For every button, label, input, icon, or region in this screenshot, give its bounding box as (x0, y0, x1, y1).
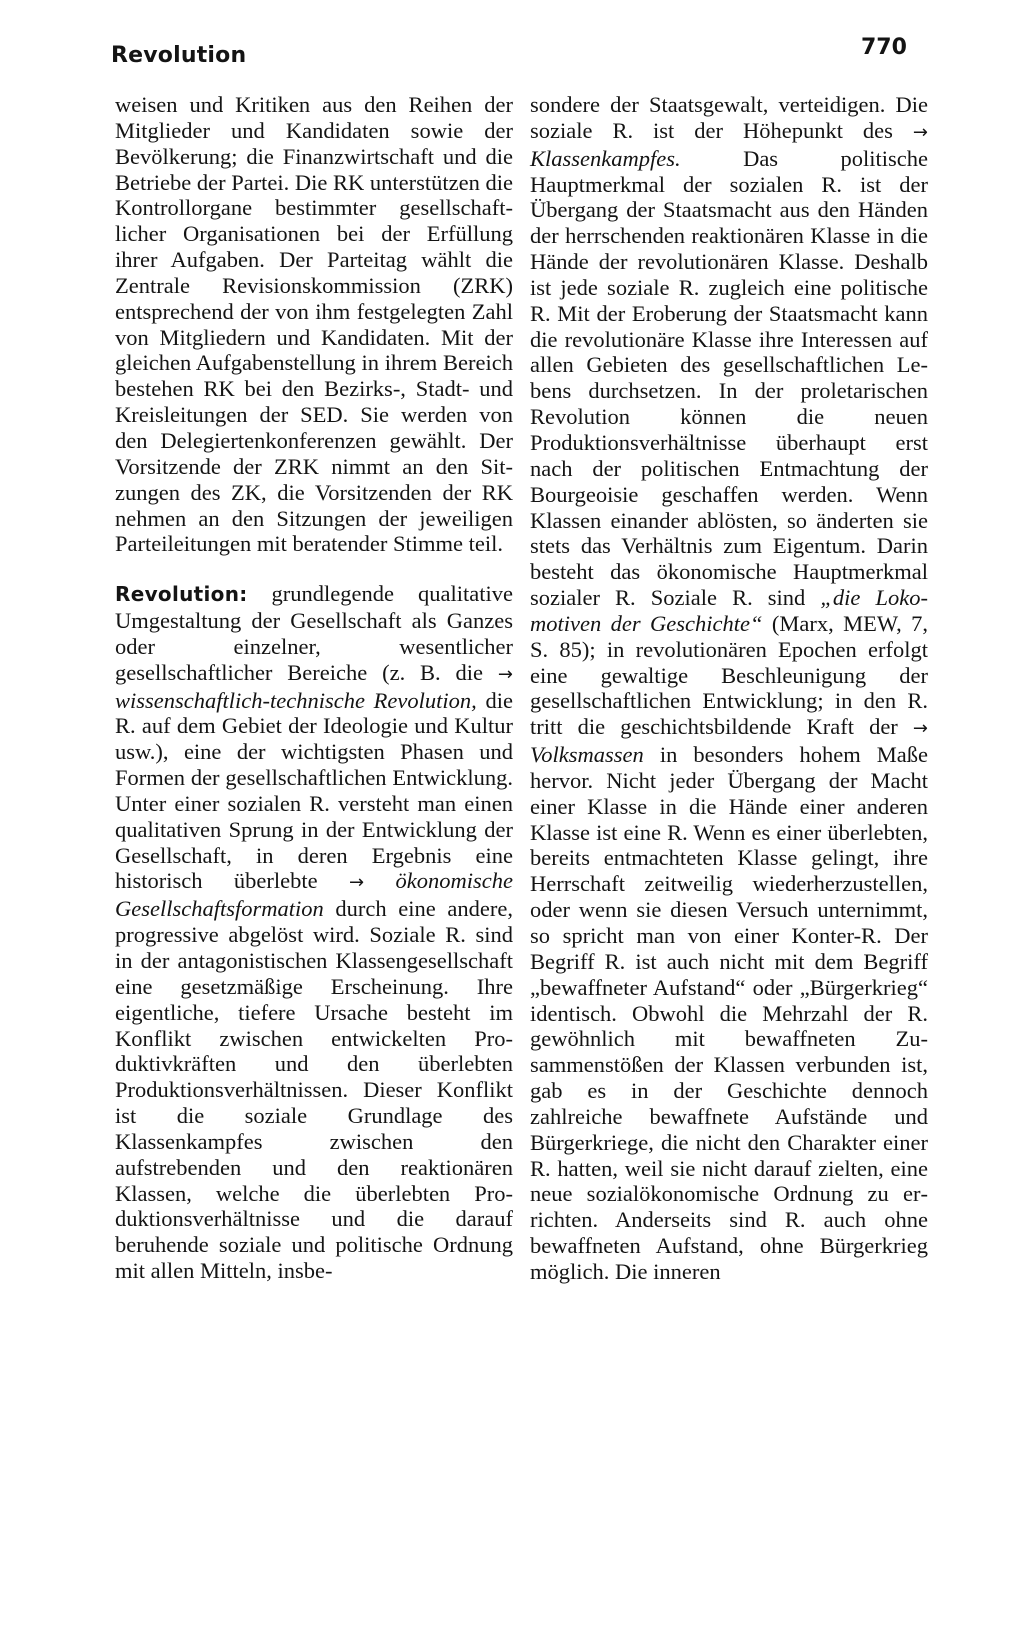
revolution-entry (115, 581, 513, 1284)
entry-text: durch eine andere, progressive abgelöst wird. Soziale R. sind in der antagonistischen Klassengesellschaft eine gesetzmäßige Erscheinung. Ihre eigentliche, tiefere Ursache besteht im Konflikt zwischen entwickelten Produktivkräften und den überlebten Produktionsverhältnissen. Dieser Konflikt ist die soziale Grundlage des Klassenkampfes zwischen den aufstrebenden und den reaktionären Klassen, welche die überlebten Produktionsverhältnisse und die darauf beruhende soziale und politische Ordnung mit allen Mitteln, insbe- (115, 896, 513, 1284)
running-head: Revolution (111, 43, 247, 68)
cross-reference-link[interactable]: Klassenkampfes. (530, 145, 681, 171)
right-column (530, 92, 928, 1285)
entry-text: Das politische Hauptmerkmal der sozialen R. ist der Übergang der Staatsmacht aus den Händen der herrschenden reaktionären Klasse in die Hände der revolutionären Klasse. Deshalb ist jede soziale R. zugleich eine politische R. Mit der Eroberung der Staatsmacht kann die revolutionäre Klasse ihre Interessen auf allen Gebieten des gesellschaftlichen Lebens durchsetzen. In der proletarischen Revolution können die neuen Produktionsverhältnisse überhaupt erst nach der politischen Entmachtung der Bourgeoisie geschaffen werden. Wenn Klassen einander ablösten, so änderten sie stets das Verhältnis zum Eigentum. Darin besteht das ökonomische Hauptmerkmal sozialer R. Soziale R. sind (530, 145, 928, 611)
quotation: „die Lokomotiven der Geschichte“ (530, 585, 928, 636)
cross-reference-link[interactable]: Volksmassen (530, 742, 644, 768)
left-column (115, 92, 513, 1284)
cross-reference-arrow-icon: → (912, 718, 928, 740)
cross-reference-arrow-icon: → (497, 663, 513, 685)
cross-reference-link[interactable]: ökonomische Gesellschaftsformation (115, 868, 514, 922)
entry-text: in besonders hohem Maße hervor. Nicht jeder Übergang der Macht einer Klasse in die Hände einer anderen Klasse ist eine R. Wenn es einer überlebten, bereits entmachteten Klasse gelingt, ihre Herrschaft zeitweilig wiederherzustellen, oder wenn sie diesen Versuch unternimmt, so spricht man von einer Konter-R. Der Begriff R. ist auch nicht mit dem Begriff „bewaffneter Aufstand“ oder „Bürgerkrieg“ identisch. Obwohl die Mehrzahl der R. gewöhnlich mit bewaffneten Zusammenstößen der Klassen verbunden ist, gab es in der Geschichte dennoch zahlreiche bewaffnete Aufstände und Bürgerkriege, die nicht den Charakter einer R. hatten, weil sie nicht darauf zielten, eine neue sozialökonomische Ordnung zu errichten. Anderseits sind R. auch ohne bewaffneten Aufstand, ohne Bürgerkrieg möglich. Die inneren (530, 742, 928, 1284)
entry-text: die R. auf dem Gebiet der Ideologie und Kultur usw.), eine der wichtigsten Phasen und Formen der gesellschaftlichen Entwicklung. Unter einer sozialen R. versteht man einen qualitativen Sprung in der Entwicklung der Gesellschaft, in deren Ergebnis eine historisch überlebte (115, 687, 513, 894)
entry-text: (Marx, MEW, 7, S. 85); in revolutionären Epochen erfolgt eine gewaltige Beschleunigung der gesellschaftlichen Entwicklung; in den R. tritt die geschichtsbildende Kraft der (530, 610, 928, 740)
entry-headword: Revolution: (115, 582, 248, 607)
revolution-entry-continuation (530, 92, 928, 1285)
cross-reference-link[interactable]: wissenschaftlich-technische Revolution, (115, 687, 477, 713)
entry-text: sondere der Staatsgewalt, verteidigen. Die soziale R. ist der Höhepunkt des (530, 92, 928, 143)
rk-entry-continuation: weisen und Kritiken aus den Reihen der Mitglieder und Kandidaten sowie der Bevölkerung; die Finanzwirtschaft und die Betriebe der Partei. Die RK unterstützen die Kontrollorgane bestimmter gesellschaftlicher Organisationen bei der Erfüllung ihrer Aufgaben. Der Parteitag wählt die Zentrale Revisionskommission (ZRK) entsprechend der von ihm festgelegten Zahl von Mitgliedern und Kandidaten. Mit der gleichen Aufgabenstellung in ihrem Bereich bestehen RK bei den Bezirks-, Stadt- und Kreisleitungen der SED. Sie werden von den Delegiertenkonferenzen gewählt. Der Vorsitzende der ZRK nimmt an den Sitzungen des ZK, die Vorsitzenden der RK nehmen an den Sitzungen der jeweiligen Parteileitungen mit beratender Stimme teil. (115, 92, 513, 557)
cross-reference-arrow-icon: → (349, 872, 365, 894)
page-number: 770 (861, 35, 907, 60)
entry-text: grundlegende qualitative Umgestaltung der Gesellschaft als Ganzes oder einzelner, wesentlicher gesellschaftlicher Bereiche (z. B. die (115, 581, 513, 685)
cross-reference-arrow-icon: → (912, 121, 928, 143)
